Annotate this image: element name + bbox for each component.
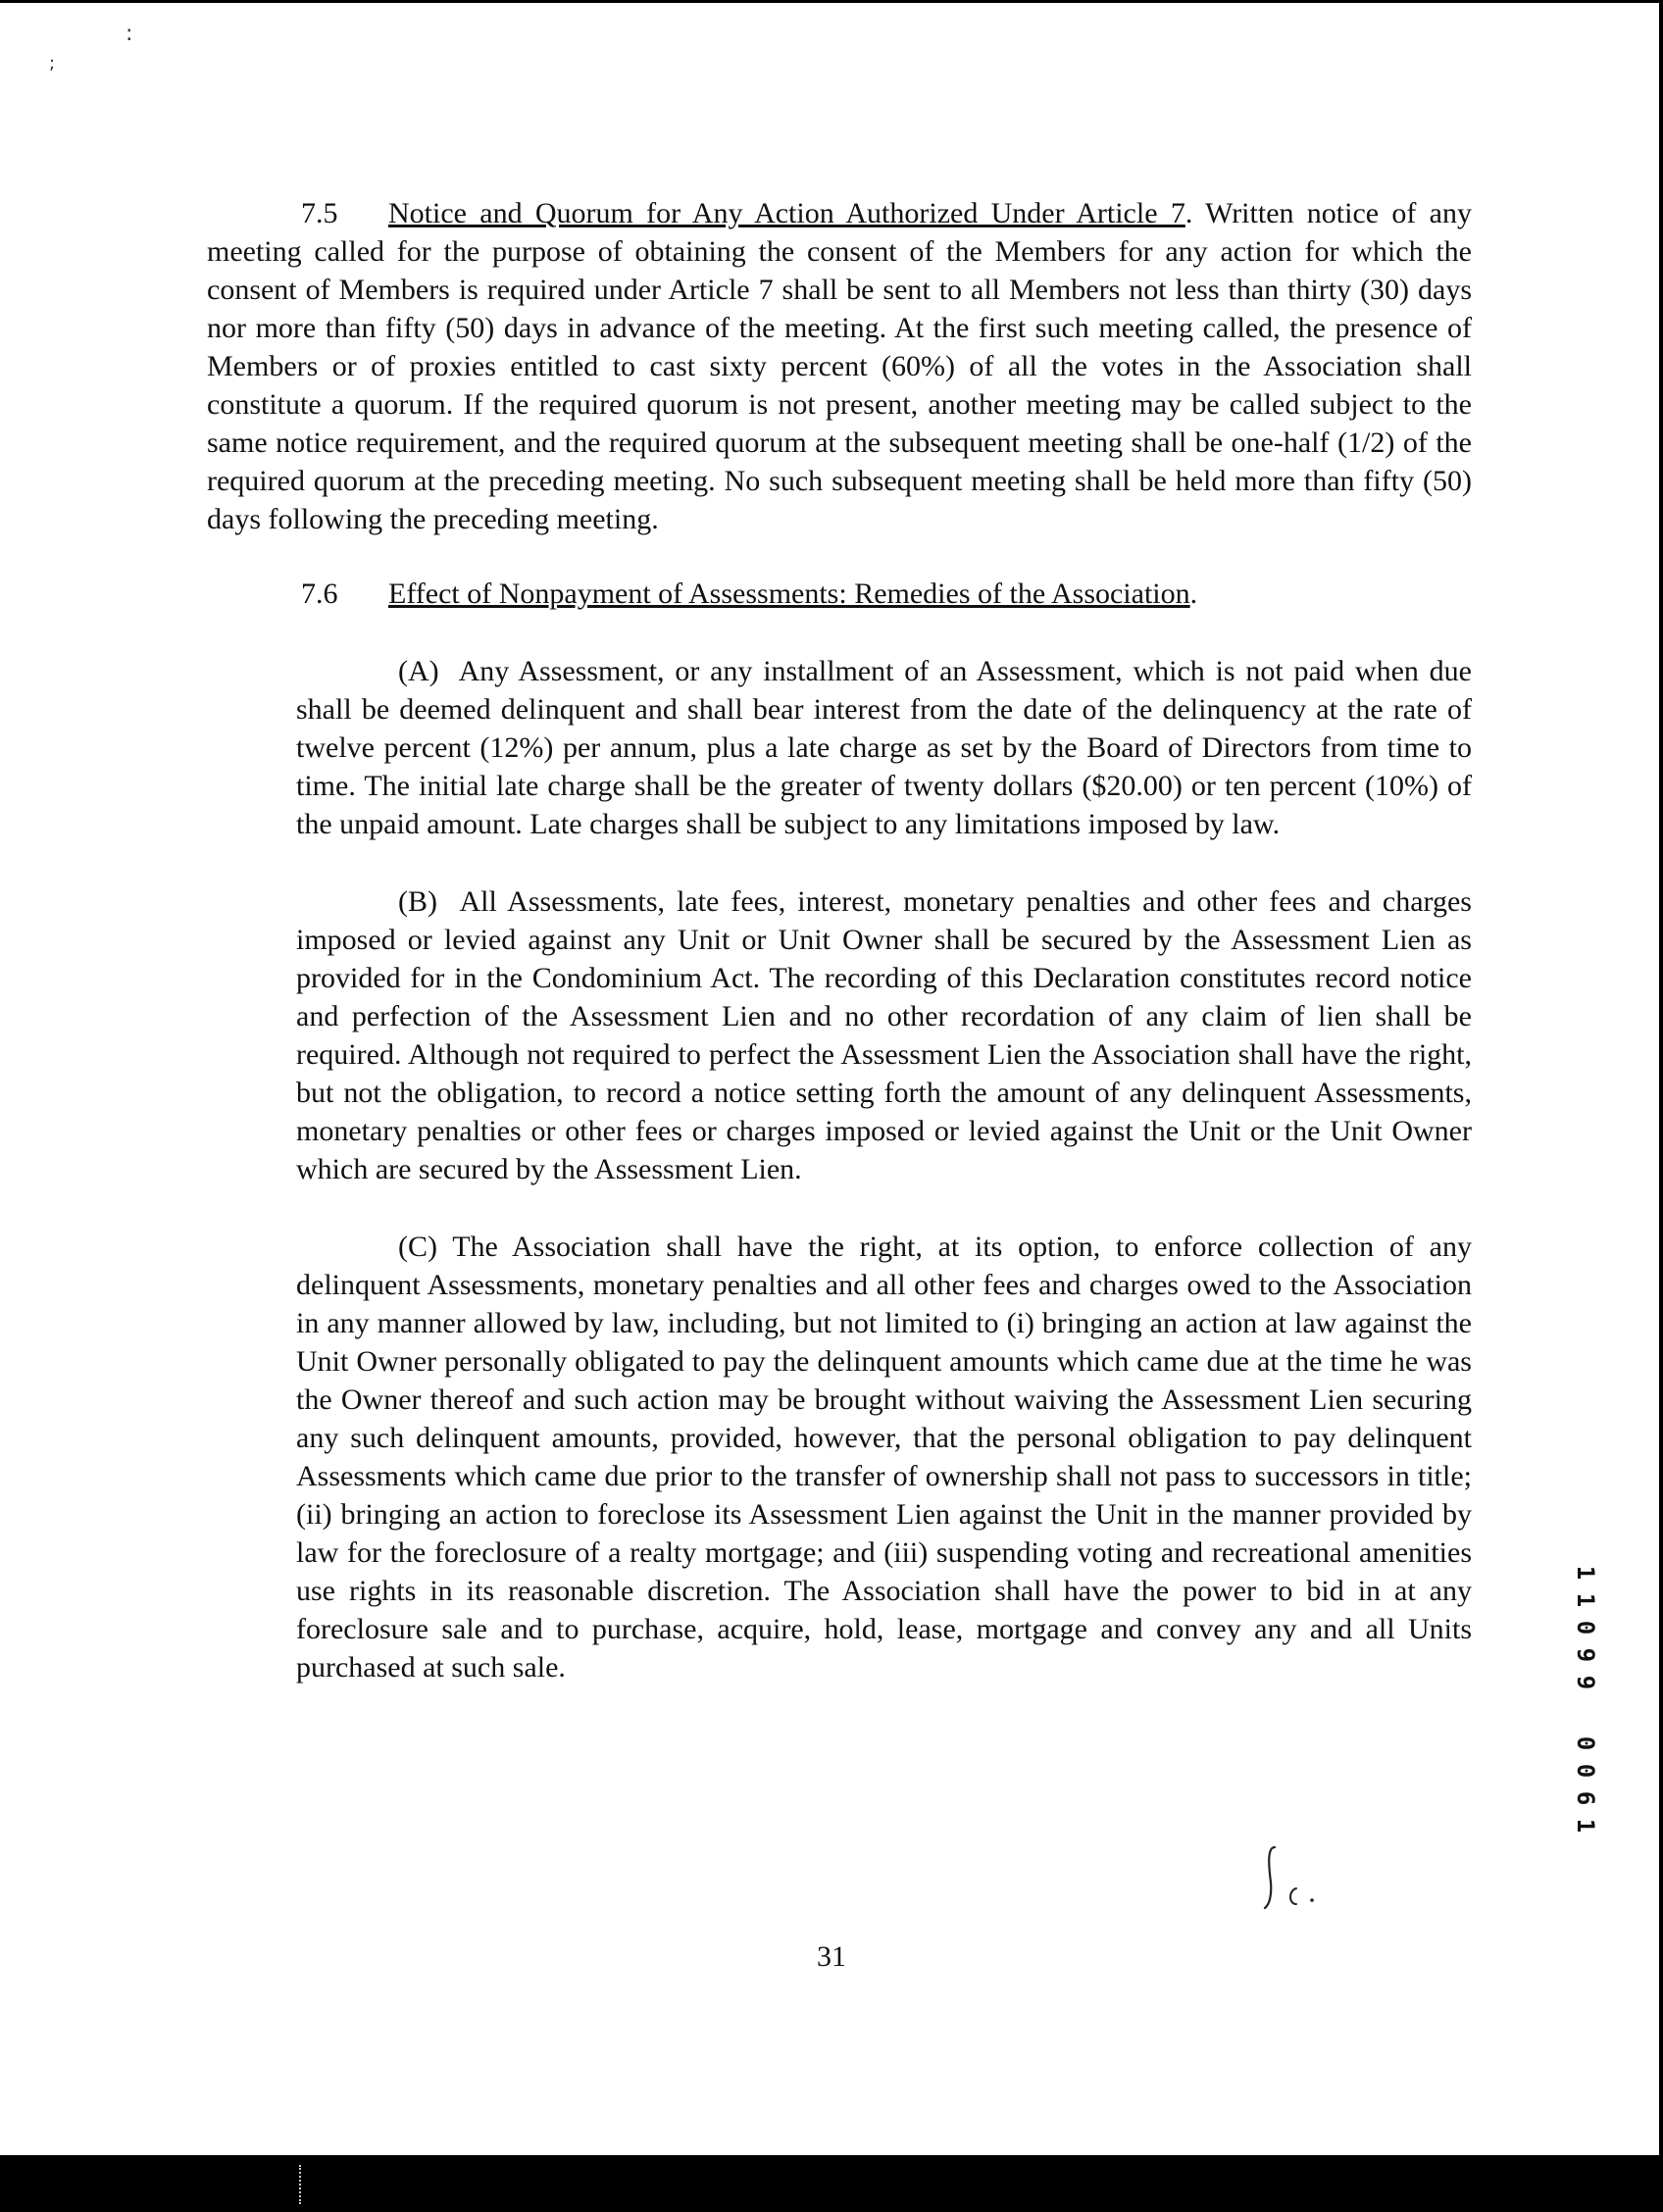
page-number: 31 (817, 1940, 846, 1973)
stamp-digit: 0 (1571, 1735, 1599, 1751)
stamp-digit: 0 (1571, 1763, 1599, 1779)
stamp-digit: 1 (1571, 1818, 1599, 1834)
section-7-6 (207, 575, 1472, 613)
scan-bottom-border (0, 2155, 1663, 2212)
section-number: 7.6 (301, 578, 338, 610)
subsection-b (296, 882, 1472, 1188)
subsection-c (296, 1228, 1472, 1686)
stamp-digit: 0 (1571, 1620, 1599, 1635)
document-body (207, 194, 1472, 1686)
scan-speck: : (126, 22, 133, 46)
stamp-digit: 9 (1571, 1647, 1599, 1663)
scan-right-border (1659, 0, 1663, 2212)
section-body: . Written notice of any meeting called for the purpose of obtaining the consent of the Members for any action for which the consent of Members is required under Article 7 shall be sent to all Members not less than thirty (30) days nor more than fifty (50) days in advance of the meeting. At the first such meeting called, the presence of Members or of proxies entitled to cast sixty percent (60%) of all the votes in the Association shall constitute a quorum. If the required quorum is not present, another meeting may be called subject to the same notice requirement, and the required quorum at the subsequent meeting shall be one-half (1/2) of the required quorum at the preceding meeting. No such subsequent meeting shall be held more than fifty (50) days following the preceding meeting. (207, 197, 1472, 535)
stamp-digit: 1 (1571, 1592, 1599, 1608)
subsection-label: (B) (398, 885, 437, 918)
subsection-text: The Association shall have the right, at its option, to enforce collection of any delinquent Assessments, monetary penalties and all other fees and charges owed to the Association in any manner allowed by law, including, but not limited to (i) bringing an action at law against the Unit Owner personally obligated to pay the delinquent amounts which came due at the time he was the Owner thereof and such action may be brought without waiving the Assessment Lien securing any such delinquent amounts, provided, however, that the personal obligation to pay delinquent Assessments which came due prior to the transfer of ownership shall not pass to successors in title; (ii) bringing an action to foreclose its Assessment Lien against the Unit in the manner provided by law for the foreclosure of a realty mortgage; and (iii) suspending voting and recreational amenities use rights in its reasonable discretion. The Association shall have the power to bid in at any foreclosure sale and to purchase, acquire, hold, lease, mortgage and convey any and all Units purchased at such sale. (296, 1231, 1472, 1684)
subsection-text: All Assessments, late fees, interest, monetary penalties and other fees and charges imposed or levied against any Unit or Unit Owner shall be secured by the Assessment Lien as provided for in the Condominium Act. The recording of this Declaration constitutes record notice and perfection of the Assessment Lien and no other recordation of any claim of lien shall be required. Although not required to perfect the Assessment Lien the Association shall have the right, but not the obligation, to record a notice setting forth the amount of any delinquent Assessments, monetary penalties or other fees or charges imposed or levied against the Unit or the Unit Owner which are secured by the Assessment Lien. (296, 885, 1472, 1185)
scan-top-border (0, 0, 1663, 3)
stamp-digit: 1 (1571, 1565, 1599, 1581)
subsection-a (296, 652, 1472, 843)
section-heading: Notice and Quorum for Any Action Authorized Under Article 7 (388, 197, 1185, 229)
section-heading: Effect of Nonpayment of Assessments: Remedies of the Association (388, 578, 1190, 610)
section-number: 7.5 (301, 197, 338, 229)
subsection-label: (A) (398, 655, 439, 687)
stamp-digit: 9 (1571, 1675, 1599, 1690)
document-stamp-number (1566, 1559, 1605, 1892)
stamp-digit: 6 (1571, 1790, 1599, 1806)
subsection-label: (C) (398, 1231, 437, 1263)
scan-artifact-mark (299, 2165, 303, 2204)
section-7-5 (207, 194, 1472, 538)
subsection-text: Any Assessment, or any installment of an Assessment, which is not paid when due shall be deemed delinquent and shall bear interest from the date of the delinquency at the rate of twelve percent (12%) per annum, plus a late charge as set by the Board of Directors from time to time. The initial late charge shall be the greater of twenty dollars ($20.00) or ten percent (10%) of the unpaid amount. Late charges shall be subject to any limitations imposed by law. (296, 655, 1472, 840)
handwritten-initials (1263, 1843, 1332, 1912)
section-heading-period: . (1189, 578, 1198, 610)
scan-speck: ; (49, 53, 56, 74)
